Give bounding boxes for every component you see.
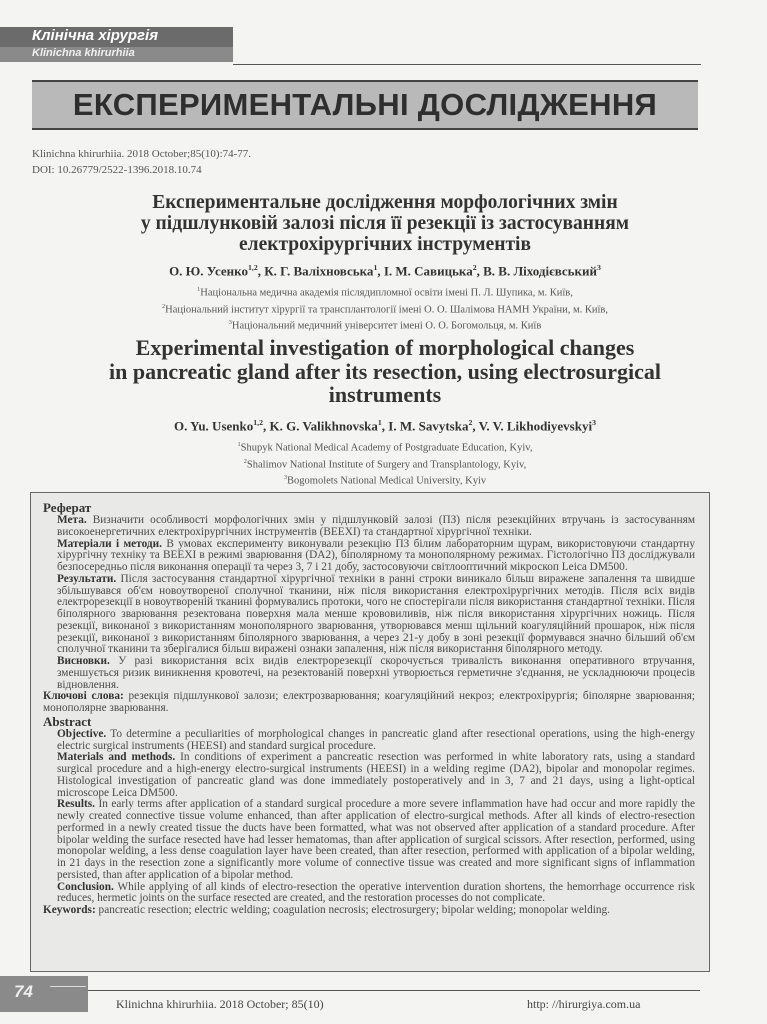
author: В. В. Ліходієвський xyxy=(483,263,598,279)
aff-sup: 3 xyxy=(228,319,232,326)
author-sup: 2 xyxy=(472,263,477,272)
section-label: Матеріали і методи. xyxy=(57,537,162,550)
keywords-label: Ключові слова: xyxy=(43,690,124,703)
section-text: Після застосування стандартної хірургічної техніки в ранні строки виникало більш виражене запалення та швидше збільшувався об'єм новоутвореної сполучної тканини, ніж після використання електрохірургічних методів. Після всіх видів електрорезекції в новоутвореній тканині формувались протоки, чого не спостерігали після використання стандартної техніки. Після біполярного зварювання резектована поверхня мала менше крововиливів, ніж після використання хірургічних ножиць. Після резекції, виконаної з використанням монополярного зварювання, утворювався менш щільний коагуляційний прошарок, ніж після резекції, виконаної з використанням біполярного зварювання, а через 21‑у добу в зоні резекції формувався значно більший об'єм сполучної тканини та зберігалися більш виражені ознаки запалення, ніж після використання біполярного методу. xyxy=(57,572,695,656)
affiliation xyxy=(40,300,730,317)
author: І. М. Савицька xyxy=(383,263,473,279)
footer-url[interactable]: http: //hirurgiya.com.ua xyxy=(527,997,641,1011)
aff-text: Національний інститут хірургії та трансплантології імені О. О. Шалімова НАМН України, м. Київ, xyxy=(165,304,608,315)
keywords-label: Keywords: xyxy=(43,904,96,916)
page-number-block xyxy=(0,976,88,1012)
author-sup: 2 xyxy=(468,418,473,427)
author-sup: 1,2 xyxy=(253,418,263,427)
referat-section xyxy=(57,656,695,691)
aff-text: Національний медичний університет імені О. О. Богомольця, м. Київ xyxy=(231,320,542,332)
section-title: ЕКСПЕРИМЕНТАЛЬНІ ДОСЛІДЖЕННЯ xyxy=(72,87,658,122)
section-label: Objective. xyxy=(57,727,107,740)
aff-sup: 1 xyxy=(237,441,241,448)
title-line: instruments xyxy=(328,382,442,407)
affiliation xyxy=(40,283,730,300)
abstract-section xyxy=(57,729,695,753)
section-text: In early terms after application of a standard surgical procedure a more severe inflammation have had occur and more rapidly the newly created connective tissue volume enhanced, than after application of electro‑surgical methods. After all kinds of electro‑resection performed in a newly created tissue the ducts have been formatted, what was not observed after application of a standard procedure. After bipolar welding the surface resected have had lesser hematomas, than after application of surgical scissors. After resection, performed, using monopolar welding, a less dense coagulation layer have been created, than after resection, performed with application of a bipolar welding, in 21 days in the resection zone a significantly more volume of connective tissue was created and more significant signs of inflammation persisted, than after application of a bipolar method. xyxy=(57,798,695,881)
footer-journal-ref: Klinichna khirurhiia. 2018 October; 85(10) xyxy=(116,997,324,1011)
author: V. V. Likhodiyevskyi xyxy=(478,418,593,434)
section-text: У разі використання всіх видів електрорезекції скорочується тривалість виконання оперативного втручання, зменшується ризик виникнення кровотечі, на резектованій поверхні утворюється герметичне з'єднання, не ускладнюючи процесів відновлення. xyxy=(57,655,695,691)
affiliation xyxy=(40,438,730,455)
abstract-section xyxy=(57,799,695,881)
affiliation xyxy=(40,471,730,488)
affiliation xyxy=(40,316,730,333)
aff-text: Bogomolets National Medical University, Kyiv xyxy=(287,475,487,487)
section-label: Результати. xyxy=(57,572,117,585)
abstract-section xyxy=(57,752,695,799)
aff-text: Shupyk National Medical Academy of Postgraduate Education, Kyiv, xyxy=(240,442,533,454)
title-line: Експериментальне дослідження морфологічних змін xyxy=(152,192,618,213)
title-line: in pancreatic gland after its resection, using electrosurgical xyxy=(109,358,661,384)
abstract-box xyxy=(30,492,710,972)
keywords-text: резекція підшлункової залози; електрозварювання; коагуляційний некроз; електрохірургія; біполярне зварювання; монополярне зварювання. xyxy=(43,690,695,714)
referat-section xyxy=(57,539,695,574)
ua-affiliations xyxy=(40,283,730,333)
abstract-heading: Abstract xyxy=(43,713,92,729)
author: О. Ю. Усенко xyxy=(169,263,248,279)
author-sup: 1 xyxy=(377,418,382,427)
en-title xyxy=(40,336,730,407)
section-text: While applying of all kinds of electro‑resection the operative intervention duration shortens, the hemorrhage occurrence risk reduces, hermetic joints on the surface resected are created, and the restoration processes do not complicate. xyxy=(57,880,695,905)
referat-heading: Реферат xyxy=(43,500,92,515)
author-sup: 3 xyxy=(592,418,596,427)
journal-name-ua: Клінічна хірургія xyxy=(32,27,159,44)
ua-title xyxy=(40,192,730,255)
footer-rule xyxy=(88,990,700,991)
aff-sup: 2 xyxy=(243,457,247,465)
author: I. M. Savytska xyxy=(388,418,469,434)
section-label: Materials and methods. xyxy=(57,751,176,764)
en-authors: O. Yu. Usenko$^{1,2}$, K. G. Valikhnovska$^1$, I. M. Savytska$^2$, V. V. Likhodiyevskyi$^3$ xyxy=(174,418,596,434)
page-number: 74 xyxy=(14,982,33,1001)
author-sup: 1 xyxy=(373,263,378,272)
referat-section xyxy=(57,574,695,656)
section-label: Results. xyxy=(57,798,95,811)
page-dash xyxy=(50,986,86,987)
section-banner xyxy=(32,80,698,130)
aff-text: Національна медична академія післядипломної освіти імені П. Л. Шупика, м. Київ, xyxy=(200,287,573,299)
section-text: В умовах експерименту виконували резекцію ПЗ білим лабораторним щурам, використовуючи стандартну хірургічну техніку та ВЕЕХІ в режимі зварювання (DA2), біполярному та монополярному режимах. Гістологічно ПЗ досліджували безпосередньо після виконання операції та через 3, 7 і 21 добу, застосовуючи світлооптичний мікроскоп Leica DM500. xyxy=(57,537,695,573)
abstract-keywords xyxy=(43,905,695,917)
title-line: у підшлунковій залозі після її резекції із застосуванням xyxy=(140,213,630,234)
section-text: To determine a peculiarities of morphological changes in pancreatic gland after resectional operations, using the high‑energy electric surgical instruments (HEESI) and standard surgical procedure. xyxy=(57,727,695,752)
referat-keywords xyxy=(43,691,695,715)
journal-name-en: Klinichna khirurhiia xyxy=(32,47,135,59)
section-label: Висновки. xyxy=(57,655,110,667)
author-sup: 1,2 xyxy=(247,263,258,272)
aff-text: Shalimov National Institute of Surgery and Transplantology, Kyiv, xyxy=(246,459,527,470)
aff-sup: 3 xyxy=(283,474,288,481)
affiliation xyxy=(40,455,730,472)
referat-section xyxy=(57,515,695,539)
section-text: Визначити особливості морфологічних змін у підшлунковій залозі (ПЗ) після резекційних втручань із застосуванням високоенергетичних електрохірургічних інструментів (ВЕЕХІ) та стандартної хірургічної техніки. xyxy=(57,514,695,538)
abstract-section xyxy=(57,882,695,906)
author: K. G. Valikhnovska xyxy=(269,418,378,434)
section-label: Conclusion. xyxy=(57,880,114,893)
aff-sup: 2 xyxy=(161,302,166,310)
title-line: електрохірургічних інструментів xyxy=(238,234,532,255)
title-line: Experimental investigation of morphological changes xyxy=(135,335,635,360)
keywords-text: pancreatic resection; electric welding; coagulation necrosis; electrosurgery; bipolar welding; monopolar welding. xyxy=(98,904,610,916)
author-sup: 3 xyxy=(597,263,601,272)
citation-ref: Klinichna khirurhiia. 2018 October;85(10):74-77. xyxy=(32,148,252,160)
aff-sup: 1 xyxy=(197,286,201,293)
author: К. Г. Валіхновська xyxy=(264,263,374,279)
section-text: In conditions of experiment a pancreatic resection was performed in white laboratory rats, using a standard surgical procedure and a high‑energy electro‑surgical instruments (HEESI) in a welding regime (DA2), bipolar and monopolar regimes. Histological investigation of pancreatic gland was done immediately postoperatively and in 3, 7 and 21 days, using a light‑optical microscope Leica DM500. xyxy=(57,751,695,799)
ua-authors: О. Ю. Усенко$^{1,2}$, К. Г. Валіхновська$^1$, І. М. Савицька$^2$, В. В. Ліходієвський$^3$ xyxy=(169,263,601,279)
author: O. Yu. Usenko xyxy=(174,418,254,434)
en-affiliations xyxy=(40,438,730,488)
citation-doi[interactable]: DOI: 10.26779/2522-1396.2018.10.74 xyxy=(32,164,202,176)
header-rule xyxy=(233,64,701,65)
section-label: Мета. xyxy=(57,514,87,526)
